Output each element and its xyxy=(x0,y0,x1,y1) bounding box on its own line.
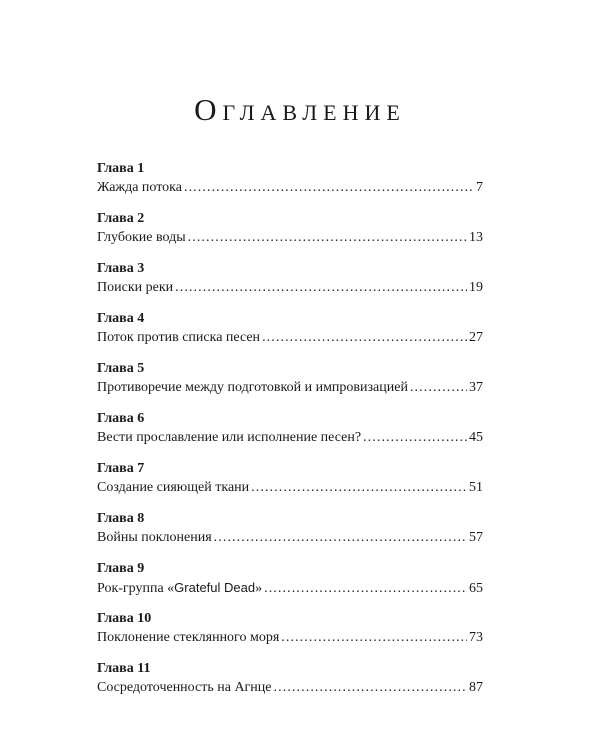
chapter-title: Поклонение стеклянного моря xyxy=(97,630,280,645)
toc-line[interactable] xyxy=(97,578,483,597)
band-name: Grateful Dead xyxy=(174,580,256,595)
dot-leader xyxy=(274,678,467,697)
chapter-title: Сосредоточенность на Агнце xyxy=(97,680,272,695)
page-number: 7 xyxy=(476,180,483,195)
page-title: Оглавление xyxy=(194,92,406,127)
chapter-title: Жажда потока xyxy=(97,180,182,195)
toc-entry xyxy=(97,660,483,710)
chapter-label: Глава 4 xyxy=(97,311,145,326)
chapter-title: Глубокие воды xyxy=(97,230,186,245)
dot-leader xyxy=(188,228,467,247)
toc-line[interactable] xyxy=(97,478,483,497)
toc-entry xyxy=(97,160,483,210)
toc-entry xyxy=(97,310,483,360)
dot-leader xyxy=(410,378,467,397)
chapter-label: Глава 5 xyxy=(97,361,145,376)
toc-entry xyxy=(97,260,483,310)
toc-entry xyxy=(97,410,483,460)
toc-entry xyxy=(97,360,483,410)
toc-entry xyxy=(97,610,483,660)
page-number: 19 xyxy=(469,280,483,295)
chapter-label: Глава 2 xyxy=(97,211,145,226)
toc-line[interactable] xyxy=(97,428,483,447)
toc-line[interactable] xyxy=(97,378,483,397)
toc-line[interactable] xyxy=(97,278,483,297)
page-number: 87 xyxy=(469,680,483,695)
page-number: 37 xyxy=(469,380,483,395)
chapter-label: Глава 3 xyxy=(97,261,145,276)
chapter-title-suffix: » xyxy=(255,581,263,596)
chapter-label: Глава 7 xyxy=(97,461,145,476)
chapter-title-prefix: Рок-группа « xyxy=(97,581,175,596)
dot-leader xyxy=(214,528,467,547)
page-number: 73 xyxy=(469,630,483,645)
dot-leader xyxy=(184,178,474,197)
page-number: 51 xyxy=(469,480,483,495)
page-number: 13 xyxy=(469,230,483,245)
chapter-title xyxy=(97,578,264,598)
chapter-title: Войны поклонения xyxy=(97,530,212,545)
chapter-title: Поток против списка песен xyxy=(97,330,261,345)
toc-line[interactable] xyxy=(97,178,483,197)
toc-entry xyxy=(97,210,483,260)
page-number: 27 xyxy=(469,330,483,345)
toc-line[interactable] xyxy=(97,528,483,547)
page-number: 57 xyxy=(469,530,483,545)
page-number: 65 xyxy=(469,581,483,596)
chapter-label: Глава 6 xyxy=(97,411,145,426)
chapter-title: Создание сияющей ткани xyxy=(97,480,250,495)
dot-leader xyxy=(175,278,467,297)
chapter-label: Глава 1 xyxy=(97,161,145,176)
dot-leader xyxy=(281,628,467,647)
page-number: 45 xyxy=(469,430,483,445)
chapter-label: Глава 8 xyxy=(97,511,145,526)
chapter-title: Поиски реки xyxy=(97,280,174,295)
dot-leader xyxy=(264,579,467,598)
toc-line[interactable] xyxy=(97,628,483,647)
dot-leader xyxy=(363,428,467,447)
toc-entry xyxy=(97,560,483,610)
table-of-contents xyxy=(97,160,483,710)
dot-leader xyxy=(262,328,467,347)
chapter-label: Глава 9 xyxy=(97,561,145,576)
chapter-title: Противоречие между подготовкой и импровизацией xyxy=(97,380,408,395)
toc-line[interactable] xyxy=(97,328,483,347)
chapter-label: Глава 11 xyxy=(97,661,151,676)
chapter-title: Вести прославление или исполнение песен? xyxy=(97,430,362,445)
toc-line[interactable] xyxy=(97,678,483,697)
chapter-label: Глава 10 xyxy=(97,611,152,626)
toc-entry xyxy=(97,460,483,510)
dot-leader xyxy=(251,478,467,497)
toc-entry xyxy=(97,510,483,560)
toc-line[interactable] xyxy=(97,228,483,247)
